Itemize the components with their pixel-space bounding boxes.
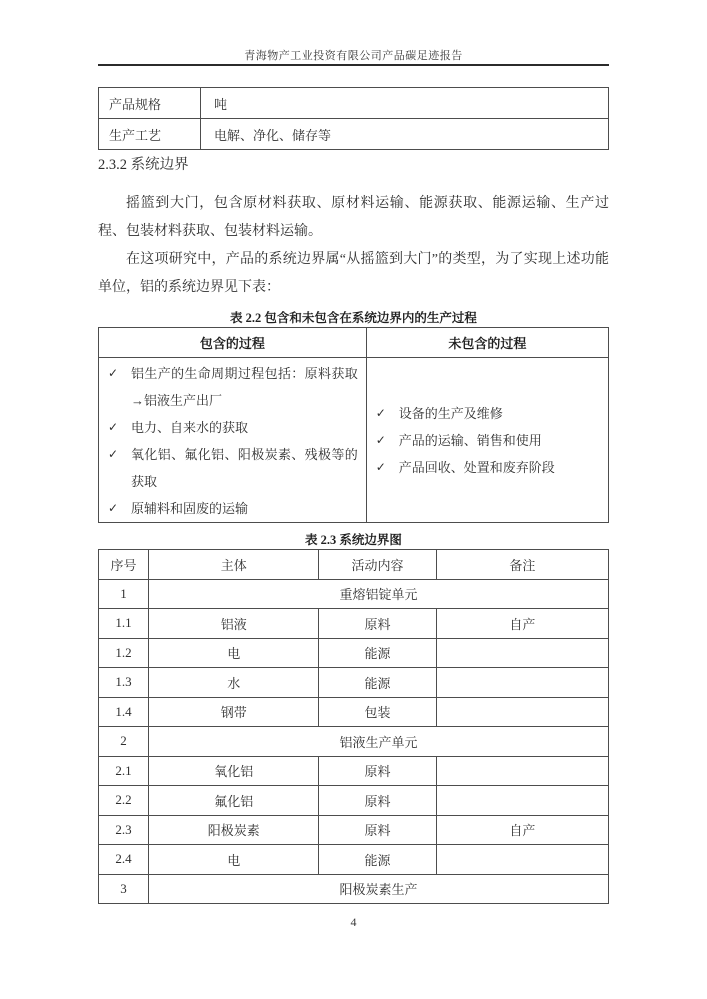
checklist-item-text: 氧化铝、氟化铝、阳极炭素、残极等的获取 bbox=[131, 447, 358, 489]
header-cell-no: 序号 bbox=[99, 550, 149, 580]
checklist-item bbox=[367, 400, 608, 427]
spec-value: 电解、净化、储存等 bbox=[201, 119, 609, 150]
check-icon: ✓ bbox=[108, 447, 119, 461]
product-spec-table bbox=[98, 87, 609, 150]
cell-activity: 原料 bbox=[319, 756, 436, 786]
table-row bbox=[99, 119, 609, 150]
checklist-item-text: 原辅料和固废的运输 bbox=[131, 501, 249, 516]
table-2-2-caption: 表 2.2 包含和未包含在系统边界内的生产过程 bbox=[230, 311, 477, 325]
table-row bbox=[99, 579, 609, 609]
table-row bbox=[99, 638, 609, 668]
cell-note: 自产 bbox=[436, 815, 608, 845]
table-row bbox=[99, 727, 609, 757]
checklist-item-text: 铝生产的生命周期过程包括：原料获取→铝液生产出厂 bbox=[131, 366, 358, 408]
excluded-checklist bbox=[367, 358, 608, 522]
table-2-3-caption: 表 2.3 系统边界图 bbox=[305, 533, 402, 547]
excluded-header-cell: 未包含的过程 bbox=[366, 328, 608, 358]
cell-no: 2.4 bbox=[99, 845, 149, 875]
cell-subject: 钢带 bbox=[149, 697, 319, 727]
check-icon: ✓ bbox=[375, 432, 386, 447]
checklist-item bbox=[99, 414, 366, 441]
cell-note bbox=[436, 845, 608, 875]
cell-note bbox=[436, 668, 608, 698]
cell-subject: 电 bbox=[149, 638, 319, 668]
table-body-row bbox=[99, 358, 609, 523]
cell-activity: 原料 bbox=[319, 786, 436, 816]
cell-note bbox=[436, 756, 608, 786]
section-heading: 2.3.2 系统边界 bbox=[98, 157, 189, 173]
table-row bbox=[99, 845, 609, 875]
page-header-title: 青海物产工业投资有限公司产品碳足迹报告 bbox=[244, 50, 463, 62]
cell-no: 2.3 bbox=[99, 815, 149, 845]
cell-subject: 铝液 bbox=[149, 609, 319, 639]
check-icon: ✓ bbox=[108, 501, 119, 515]
cell-note: 自产 bbox=[436, 609, 608, 639]
included-excluded-table bbox=[98, 327, 609, 523]
cell-activity: 包装 bbox=[319, 697, 436, 727]
cell-subject: 电 bbox=[149, 845, 319, 875]
checklist-item-text: 产品回收、处置和废弃阶段 bbox=[398, 459, 555, 475]
header-rule bbox=[98, 64, 609, 66]
table-row bbox=[99, 874, 609, 904]
cell-note bbox=[436, 786, 608, 816]
cell-no: 2.2 bbox=[99, 786, 149, 816]
checklist-item-text: 设备的生产及维修 bbox=[398, 405, 503, 421]
cell-subject: 氧化铝 bbox=[149, 756, 319, 786]
cell-no: 1 bbox=[99, 579, 149, 609]
table-header-row bbox=[99, 328, 609, 358]
checklist-item bbox=[99, 495, 366, 522]
table-row bbox=[99, 668, 609, 698]
cell-note bbox=[436, 638, 608, 668]
cell-subject: 水 bbox=[149, 668, 319, 698]
table-row bbox=[99, 697, 609, 727]
cell-note bbox=[436, 697, 608, 727]
excluded-cell bbox=[366, 358, 608, 523]
cell-activity: 能源 bbox=[319, 668, 436, 698]
included-checklist bbox=[99, 358, 366, 522]
spec-value: 吨 bbox=[201, 88, 609, 119]
cell-no: 2.1 bbox=[99, 756, 149, 786]
cell-unit-span: 阳极炭素生产 bbox=[149, 874, 609, 904]
table-row bbox=[99, 756, 609, 786]
cell-no: 1.3 bbox=[99, 668, 149, 698]
cell-no: 1.4 bbox=[99, 697, 149, 727]
included-header-cell: 包含的过程 bbox=[99, 328, 367, 358]
cell-no: 1.2 bbox=[99, 638, 149, 668]
spec-label: 生产工艺 bbox=[99, 119, 201, 150]
cell-unit-span: 重熔铝锭单元 bbox=[149, 579, 609, 609]
checklist-item bbox=[99, 360, 366, 414]
table-row bbox=[99, 88, 609, 119]
check-icon: ✓ bbox=[375, 459, 386, 474]
paragraph-scope: 摇篮到大门，包含原材料获取、原材料运输、能源获取、能源运输、生产过程、包装材料获取、包装材料运输。 bbox=[98, 196, 609, 239]
check-icon: ✓ bbox=[108, 366, 119, 380]
check-icon: ✓ bbox=[375, 405, 386, 420]
system-boundary-table bbox=[98, 549, 609, 904]
cell-unit-span: 铝液生产单元 bbox=[149, 727, 609, 757]
cell-no: 2 bbox=[99, 727, 149, 757]
cell-activity: 能源 bbox=[319, 845, 436, 875]
checklist-item-text: 产品的运输、销售和使用 bbox=[398, 432, 542, 448]
checklist-item bbox=[367, 454, 608, 481]
cell-no: 1.1 bbox=[99, 609, 149, 639]
table-row bbox=[99, 815, 609, 845]
check-icon: ✓ bbox=[108, 420, 119, 434]
cell-activity: 能源 bbox=[319, 638, 436, 668]
header-cell-activity: 活动内容 bbox=[319, 550, 436, 580]
table-row bbox=[99, 786, 609, 816]
cell-subject: 氟化铝 bbox=[149, 786, 319, 816]
cell-no: 3 bbox=[99, 874, 149, 904]
paragraph-boundary-type: 在这项研究中，产品的系统边界属“从摇篮到大门”的类型，为了实现上述功能单位，铝的系统边界见下表： bbox=[98, 252, 609, 295]
page-number: 4 bbox=[350, 915, 357, 929]
cell-activity: 原料 bbox=[319, 815, 436, 845]
table-header-row bbox=[99, 550, 609, 580]
included-cell bbox=[99, 358, 367, 523]
header-cell-subject: 主体 bbox=[149, 550, 319, 580]
spec-label: 产品规格 bbox=[99, 88, 201, 119]
header-cell-note: 备注 bbox=[436, 550, 608, 580]
table-row bbox=[99, 609, 609, 639]
checklist-item-text: 电力、自来水的获取 bbox=[131, 420, 249, 435]
cell-subject: 阳极炭素 bbox=[149, 815, 319, 845]
cell-activity: 原料 bbox=[319, 609, 436, 639]
checklist-item bbox=[367, 427, 608, 454]
checklist-item bbox=[99, 441, 366, 495]
